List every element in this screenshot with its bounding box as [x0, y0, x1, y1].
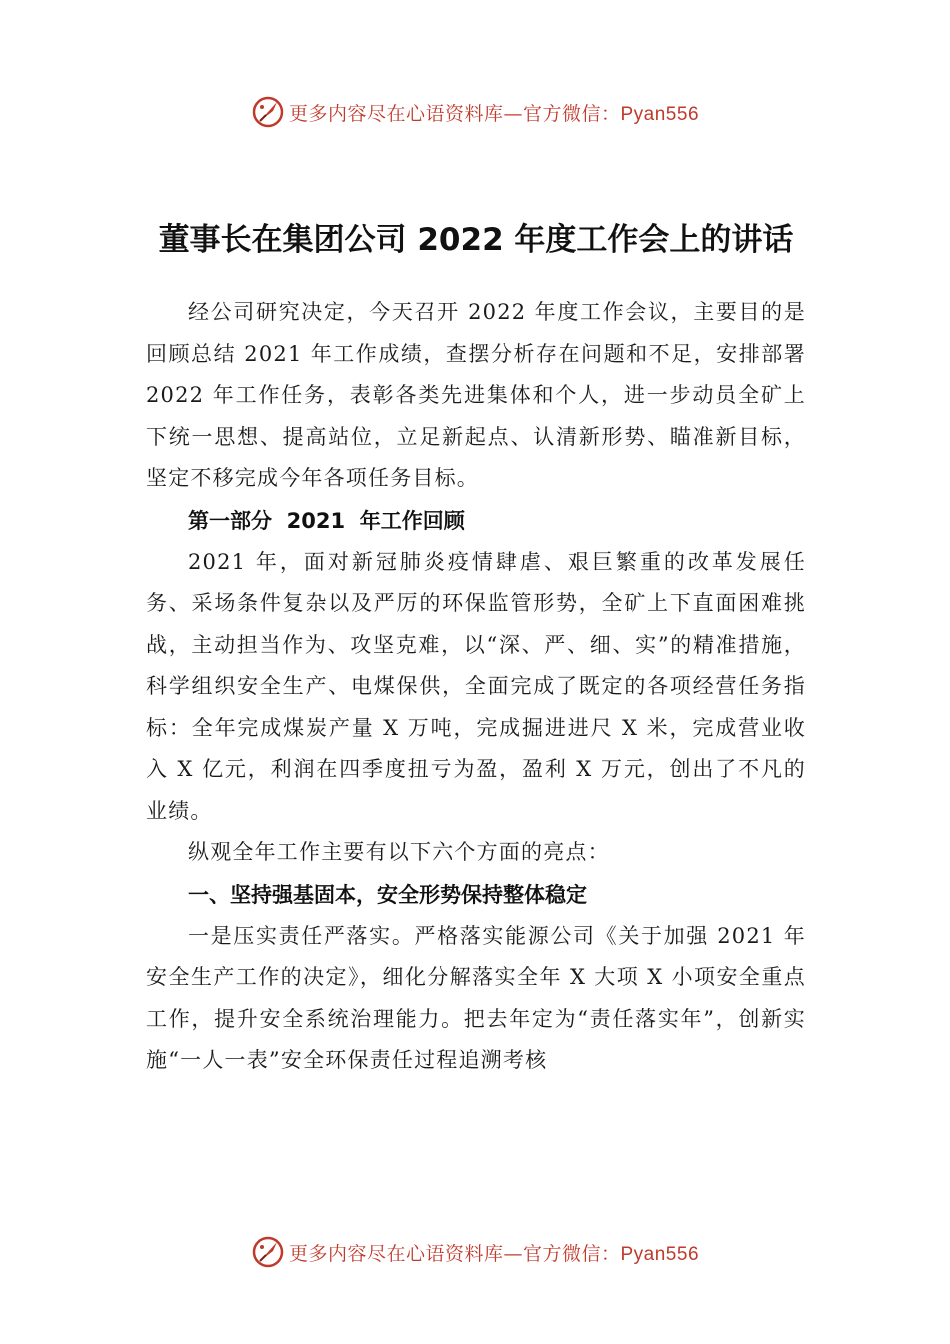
paragraph-review: 2021 年，面对新冠肺炎疫情肆虐、艰巨繁重的改革发展任务、采场条件复杂以及严厉的环保监管形势，全矿上下直面困难挑战，主动担当作为、攻坚克难，以“深、严、细、实”的精准措施，科学组织安全生产、电煤保供，全面完成了既定的各项经营任务指标：全年完成煤炭产量 X 万吨，完成掘进进尺 X 米，完成营业收入 X 亿元，利润在四季度扭亏为盈，盈利 X 万元，创出了不凡的业绩。 — [146, 549, 806, 823]
watermark-text: 更多内容尽在心语资料库—官方微信：Pyan556 — [288, 102, 700, 125]
paragraph-intro: 经公司研究决定，今天召开 2022 年度工作会议，主要目的是回顾总结 2021 年工作成绩，查摆分析存在问题和不足，安排部署 2022 年工作任务，表彰各类先进集体和个人，进一步动员全矿上下统一思想、提高站位，立足新起点、认清新形势、瞄准新目标，坚定不移完成今年各项任务目标。 — [146, 300, 806, 490]
watermark-banner-bottom — [0, 1232, 950, 1272]
section-heading-part-one: 第一部分 2021 年工作回顾 — [188, 508, 465, 533]
section-heading-safety: 一、坚持强基固本，安全形势保持整体稳定 — [188, 882, 587, 907]
wechat-id: Pyan556 — [620, 1243, 700, 1265]
wechat-id: Pyan556 — [620, 103, 700, 125]
document-title: 董事长在集团公司 2022 年度工作会上的讲话 — [158, 222, 794, 258]
quill-pen-logo-icon — [251, 95, 285, 129]
paragraph-highlights: 纵观全年工作主要有以下六个方面的亮点： — [188, 840, 610, 864]
watermark-banner-top — [0, 92, 950, 132]
watermark-text: 更多内容尽在心语资料库—官方微信：Pyan556 — [288, 1242, 700, 1265]
paragraph-responsibility: 一是压实责任严落实。严格落实能源公司《关于加强 2021 年安全生产工作的决定》，细化分解落实全年 X 大项 X 小项安全重点工作，提升安全系统治理能力。把去年定为“责任落实年”，创新实施“一人一表”安全环保责任过程追溯考核 — [146, 923, 806, 1072]
document-body — [146, 214, 806, 1082]
quill-pen-logo-icon — [251, 1235, 285, 1269]
